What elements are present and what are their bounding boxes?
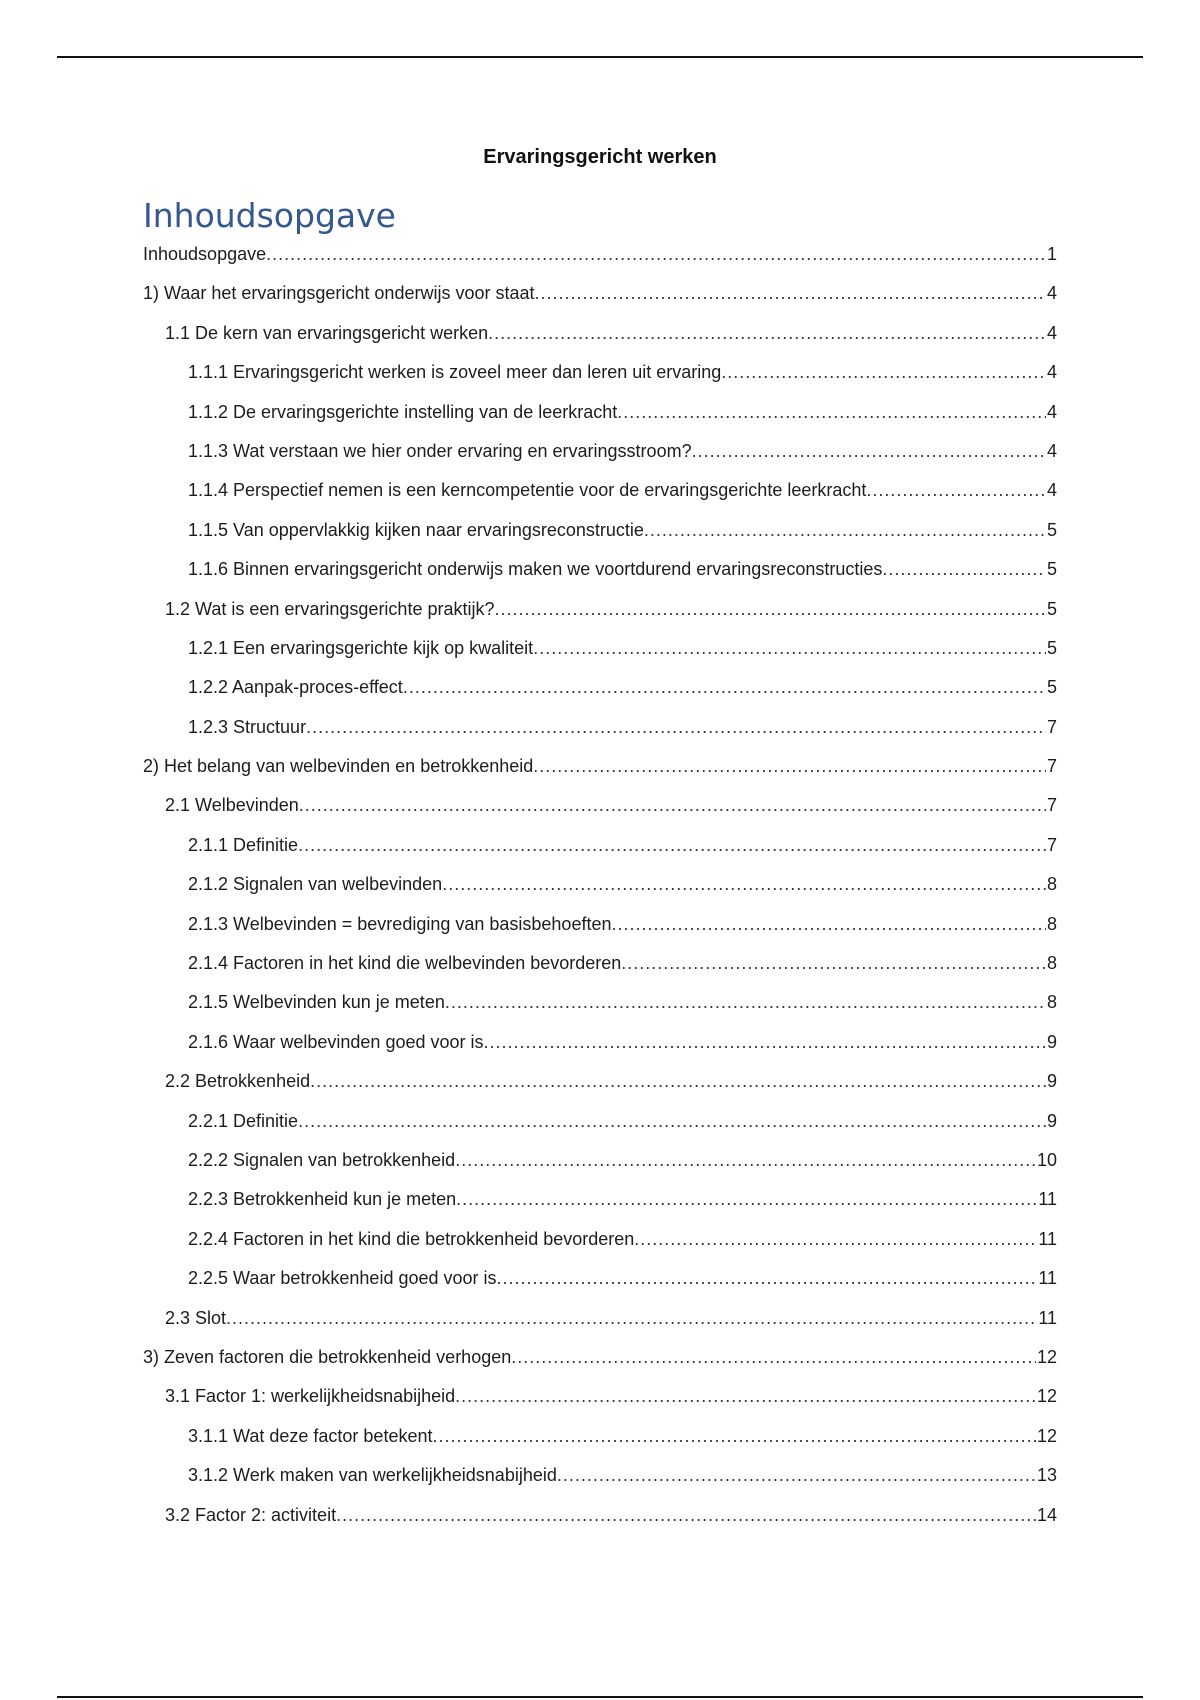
toc-entry-title: Inhoudsopgave [143, 244, 267, 264]
toc-entry-page-number: 7 [1046, 716, 1057, 737]
toc-entry-title: 2.1.6 Waar welbevinden goed voor is [188, 1031, 484, 1052]
table-of-contents [143, 236, 1057, 1536]
toc-entry[interactable] [143, 1221, 1057, 1260]
toc-entry[interactable] [143, 866, 1057, 905]
toc-entry[interactable] [143, 1497, 1057, 1536]
toc-entry-title: 1) Waar het ervaringsgericht onderwijs voor staat [143, 283, 535, 304]
toc-entry[interactable] [143, 827, 1057, 866]
dot-leader [882, 551, 1046, 587]
toc-entry-title: 1.1.5 Van oppervlakkig kijken naar ervaringsreconstructie [188, 519, 644, 540]
toc-entry[interactable] [143, 945, 1057, 984]
toc-entry[interactable] [143, 275, 1057, 314]
dot-leader [226, 1300, 1037, 1336]
dot-leader [535, 275, 1046, 311]
dot-leader [511, 1339, 1036, 1375]
dot-leader [455, 1142, 1036, 1178]
toc-entry-title: 2.1.3 Welbevinden = bevrediging van basisbehoeften [188, 913, 612, 934]
toc-entry-page-number: 14 [1036, 1504, 1057, 1525]
dot-leader [298, 827, 1046, 863]
toc-entry-page-number: 12 [1036, 1425, 1057, 1446]
dot-leader [445, 984, 1046, 1020]
dot-leader [266, 236, 1046, 272]
toc-entry[interactable] [143, 1142, 1057, 1181]
document-title: Ervaringsgericht werken [483, 146, 717, 168]
toc-entry-page-number: 9 [1046, 1071, 1057, 1092]
toc-entry[interactable] [143, 709, 1057, 748]
dot-leader [617, 394, 1046, 430]
dot-leader [488, 315, 1046, 351]
toc-entry-title: 1.2.3 Structuur [188, 716, 307, 737]
toc-entry-title: 3.1 Factor 1: werkelijkheidsnabijheid [165, 1386, 456, 1407]
toc-entry-page-number: 11 [1038, 1307, 1057, 1328]
toc-entry-title: 2.1.2 Signalen van welbevinden [188, 874, 443, 895]
toc-entry[interactable] [143, 1103, 1057, 1142]
toc-entry-title: 2.2.1 Definitie [188, 1110, 299, 1131]
toc-entry-title: 3.1.2 Werk maken van werkelijkheidsnabijheid [188, 1465, 557, 1486]
toc-entry-title: 1.1.2 De ervaringsgerichte instelling van de leerkracht [188, 401, 618, 422]
toc-entry[interactable] [143, 1339, 1057, 1378]
toc-entry-page-number: 7 [1046, 834, 1057, 855]
toc-entry[interactable] [143, 1457, 1057, 1496]
toc-entry[interactable] [143, 354, 1057, 393]
toc-entry-page-number: 9 [1046, 1110, 1057, 1131]
dot-leader [403, 669, 1046, 705]
toc-entry-page-number: 5 [1046, 519, 1057, 540]
dot-leader [634, 1221, 1037, 1257]
toc-entry-page-number: 11 [1038, 1189, 1057, 1210]
toc-entry[interactable] [143, 1418, 1057, 1457]
toc-entry-title: 1.1.6 Binnen ervaringsgericht onderwijs maken we voortdurend ervaringsreconstructies [188, 559, 883, 580]
dot-leader [310, 1063, 1046, 1099]
toc-entry[interactable] [143, 512, 1057, 551]
dot-leader [644, 512, 1046, 548]
dot-leader [456, 1181, 1037, 1217]
toc-entry-page-number: 8 [1046, 874, 1057, 895]
toc-entry-title: 2.1.5 Welbevinden kun je meten [188, 992, 445, 1013]
toc-entry-page-number: 4 [1046, 401, 1057, 422]
toc-entry-title: 1.2 Wat is een ervaringsgerichte praktijk? [165, 598, 495, 619]
toc-entry[interactable] [143, 394, 1057, 433]
toc-entry[interactable] [143, 984, 1057, 1023]
dot-leader [621, 945, 1046, 981]
toc-entry-title: 3.1.1 Wat deze factor betekent [188, 1425, 433, 1446]
dot-leader [533, 630, 1046, 666]
toc-entry-page-number: 4 [1046, 362, 1057, 383]
toc-entry-title: 1.2.1 Een ervaringsgerichte kijk op kwaliteit [188, 637, 534, 658]
dot-leader [306, 709, 1046, 745]
footer-rule [57, 1696, 1143, 1698]
toc-entry-page-number: 5 [1046, 637, 1057, 658]
toc-entry-page-number: 4 [1046, 480, 1057, 501]
toc-entry-page-number: 4 [1046, 440, 1057, 461]
toc-entry-title: 2.1.4 Factoren in het kind die welbevinden bevorderen [188, 953, 622, 974]
toc-entry-title: 1.1 De kern van ervaringsgericht werken [165, 322, 489, 343]
toc-entry-title: 1.1.4 Perspectief nemen is een kerncompetentie voor de ervaringsgerichte leerkracht [188, 480, 867, 501]
dot-leader [557, 1457, 1036, 1493]
toc-entry-title: 2.2.3 Betrokkenheid kun je meten [188, 1189, 457, 1210]
dot-leader [497, 1260, 1038, 1296]
toc-entry-title: 2.2.2 Signalen van betrokkenheid [188, 1149, 456, 1170]
toc-entry-title: 2.2 Betrokkenheid [165, 1071, 311, 1092]
dot-leader [484, 1024, 1046, 1060]
dot-leader [432, 1418, 1035, 1454]
toc-entry-page-number: 9 [1046, 1031, 1057, 1052]
toc-entry-page-number: 5 [1046, 598, 1057, 619]
toc-entry-title: 2.1.1 Definitie [188, 834, 299, 855]
dot-leader [494, 591, 1046, 627]
toc-entry-title: 2.1 Welbevinden [165, 795, 299, 816]
toc-entry-title: 1.1.3 Wat verstaan we hier onder ervaring en ervaringsstroom? [188, 440, 692, 461]
toc-heading: Inhoudsopgave [143, 196, 396, 235]
toc-entry-page-number: 4 [1046, 322, 1057, 343]
toc-entry-title: 1.1.1 Ervaringsgericht werken is zoveel meer dan leren uit ervaring [188, 362, 722, 383]
toc-entry[interactable] [143, 906, 1057, 945]
toc-entry-page-number: 7 [1046, 756, 1057, 777]
toc-entry-title: 2.2.4 Factoren in het kind die betrokkenheid bevorderen [188, 1228, 635, 1249]
dot-leader [692, 433, 1046, 469]
toc-entry-title: 1.2.2 Aanpak-proces-effect [188, 677, 403, 698]
toc-entry-page-number: 13 [1036, 1465, 1057, 1486]
toc-entry-title: 2.3 Slot [165, 1307, 227, 1328]
toc-entry[interactable] [143, 1300, 1057, 1339]
toc-entry-page-number: 10 [1036, 1149, 1057, 1170]
dot-leader [442, 866, 1046, 902]
toc-entry[interactable] [143, 591, 1057, 630]
dot-leader [611, 906, 1046, 942]
toc-entry[interactable] [143, 1024, 1057, 1063]
toc-entry[interactable] [143, 236, 1057, 275]
dot-leader [721, 354, 1046, 390]
toc-entry[interactable] [143, 630, 1057, 669]
toc-entry-page-number: 4 [1046, 283, 1057, 304]
toc-entry[interactable] [143, 748, 1057, 787]
dot-leader [336, 1497, 1036, 1533]
toc-entry[interactable] [143, 1260, 1057, 1299]
toc-entry-title: 2) Het belang van welbevinden en betrokkenheid [143, 756, 534, 777]
toc-entry-page-number: 5 [1046, 677, 1057, 698]
toc-entry-page-number: 8 [1046, 913, 1057, 934]
dot-leader [299, 787, 1046, 823]
toc-entry[interactable] [143, 1378, 1057, 1417]
toc-entry[interactable] [143, 472, 1057, 511]
toc-entry-page-number: 7 [1046, 795, 1057, 816]
toc-entry[interactable] [143, 551, 1057, 590]
toc-entry-page-number: 8 [1046, 992, 1057, 1013]
toc-entry[interactable] [143, 315, 1057, 354]
toc-entry-title: 3.2 Factor 2: activiteit [165, 1504, 337, 1525]
toc-entry[interactable] [143, 787, 1057, 826]
toc-entry-page-number: 11 [1038, 1268, 1057, 1289]
toc-entry[interactable] [143, 1181, 1057, 1220]
toc-entry-page-number: 5 [1046, 559, 1057, 580]
dot-leader [533, 748, 1046, 784]
header-rule [57, 56, 1143, 58]
toc-entry-page-number: 1 [1046, 244, 1057, 264]
toc-entry-page-number: 12 [1036, 1346, 1057, 1367]
toc-entry-page-number: 11 [1038, 1228, 1057, 1249]
toc-entry-title: 3) Zeven factoren die betrokkenheid verhogen [143, 1346, 512, 1367]
toc-entry[interactable] [143, 433, 1057, 472]
toc-entry-page-number: 8 [1046, 953, 1057, 974]
toc-entry-title: 2.2.5 Waar betrokkenheid goed voor is [188, 1268, 497, 1289]
toc-entry-page-number: 12 [1036, 1386, 1057, 1407]
toc-entry[interactable] [143, 1063, 1057, 1102]
dot-leader [455, 1378, 1036, 1414]
dot-leader [866, 472, 1046, 508]
toc-entry[interactable] [143, 669, 1057, 708]
dot-leader [298, 1103, 1046, 1139]
